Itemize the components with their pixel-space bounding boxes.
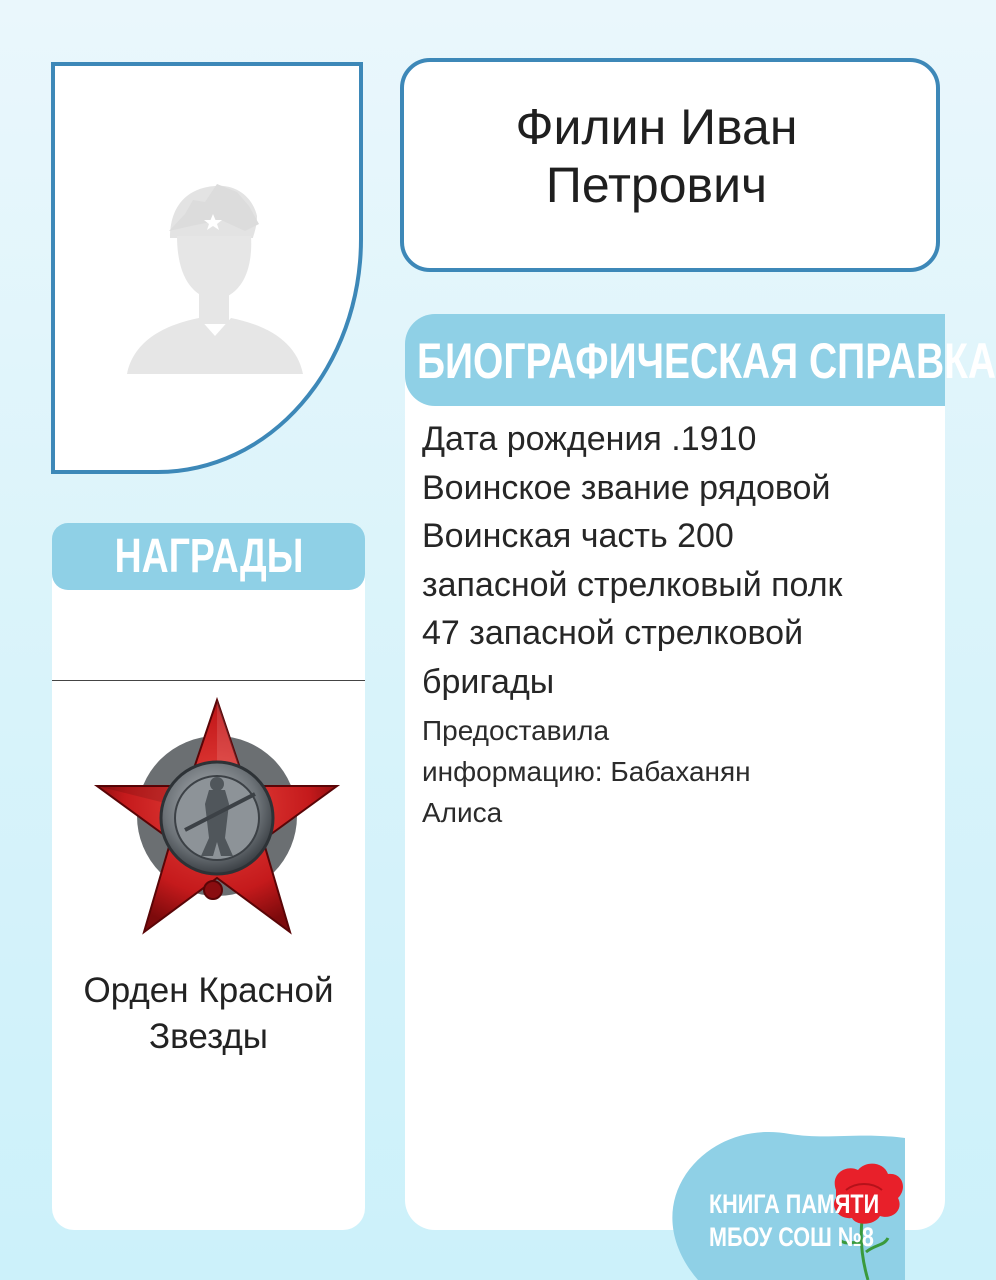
award-name-line1: Орден Красной [83, 971, 334, 1010]
biography-title: БИОГРАФИЧЕСКАЯ СПРАВКА [417, 333, 996, 389]
credit-line3: Алиса [422, 797, 503, 828]
person-name-line2: Петрович [545, 157, 768, 213]
bio-line-unit-cont3: бригады [422, 662, 555, 701]
bio-line-unit-cont1: запасной стрелковый полк [422, 565, 843, 604]
biography-header [405, 314, 996, 406]
person-name-line1: Филин Иван [515, 99, 798, 155]
book-of-memory-label [690, 1188, 880, 1254]
portrait-frame [51, 62, 363, 474]
info-credit [422, 710, 842, 833]
bio-line-rank: Воинское звание рядовой [422, 468, 831, 507]
bio-line-birth-date: Дата рождения .1910 [422, 420, 757, 458]
bio-line-unit: Воинская часть 200 [422, 517, 734, 555]
award-name [52, 968, 365, 1060]
person-name [404, 98, 909, 214]
award-name-line2: Звезды [149, 1017, 268, 1056]
awards-divider [52, 680, 365, 681]
biography-text [422, 415, 905, 706]
order-of-red-star-icon [93, 698, 341, 938]
awards-title: НАГРАДЫ [114, 530, 303, 583]
bio-line-unit-cont2: 47 запасной стрелковой [422, 614, 804, 652]
name-card [400, 58, 940, 272]
soldier-silhouette-icon [125, 176, 305, 376]
credit-line2: информацию: Бабаханян [422, 756, 751, 787]
book-label-line2: МБОУ СОШ №8 [709, 1222, 874, 1252]
credit-line1: Предоставила [422, 715, 610, 746]
awards-header [52, 523, 365, 590]
book-label-line1: КНИГА ПАМЯТИ [709, 1189, 880, 1219]
